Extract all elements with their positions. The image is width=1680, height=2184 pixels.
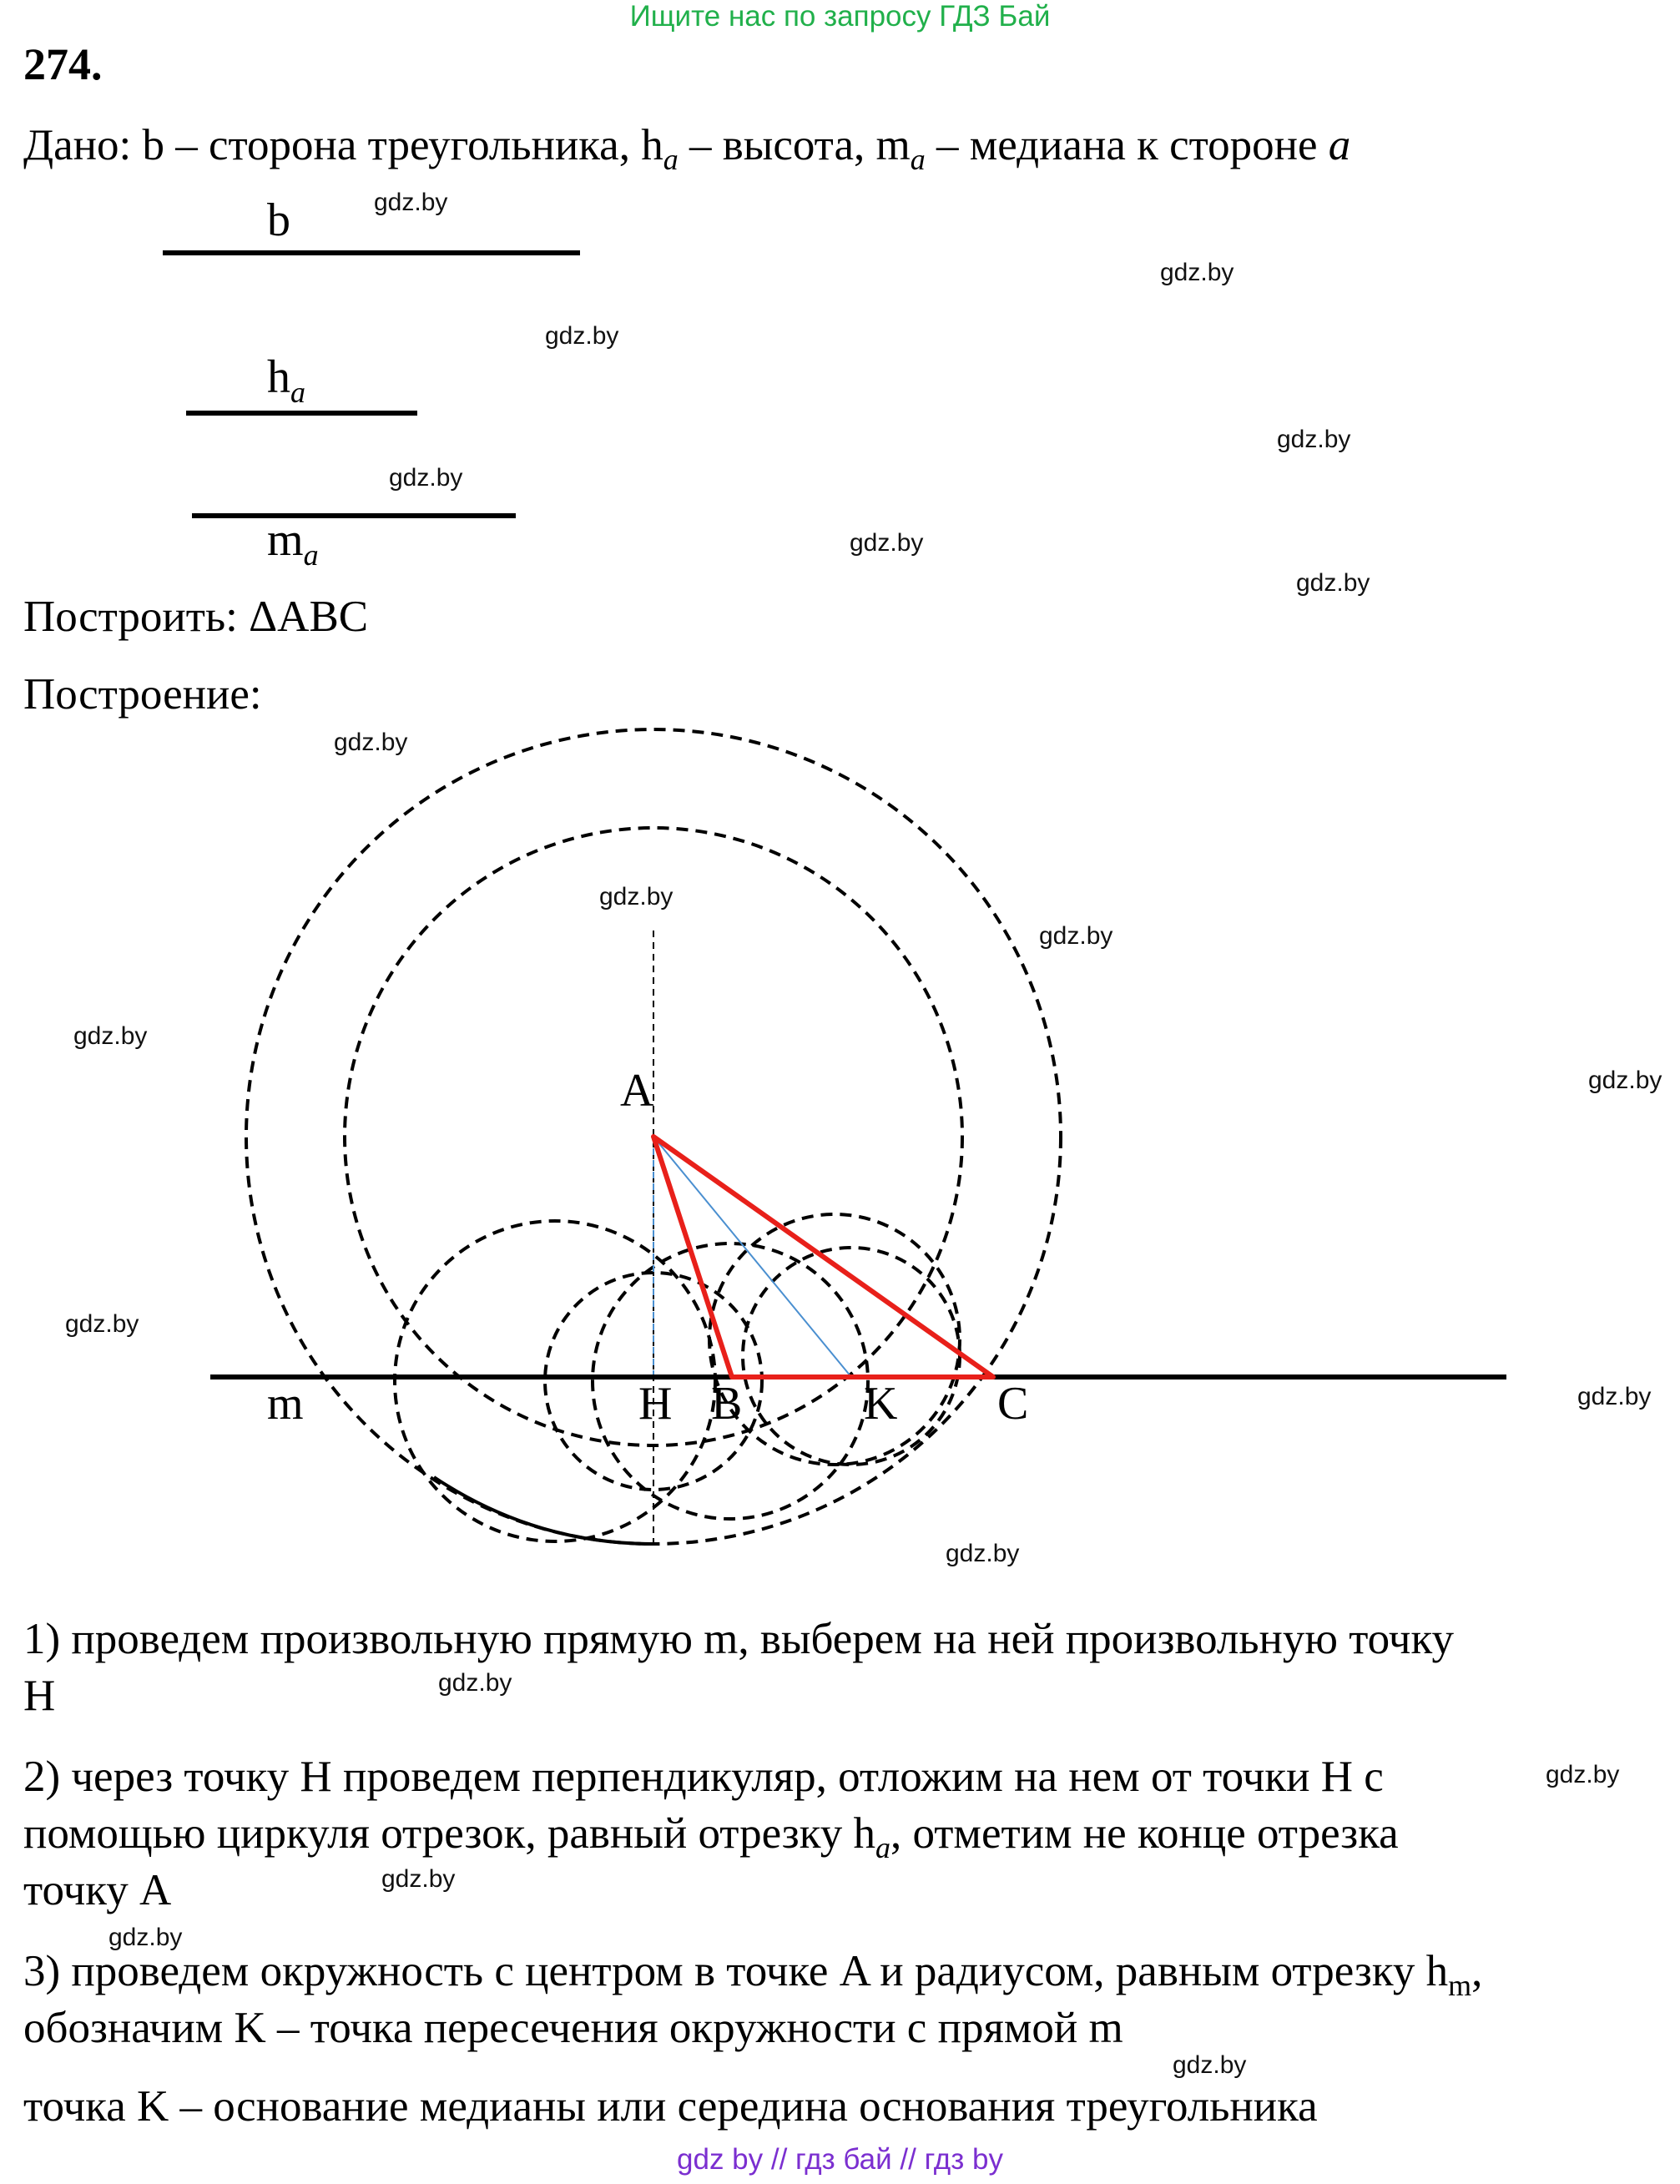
given-italic-a: a [1328,121,1351,169]
step-2-text-a: помощью циркуля отрезок, равный отрезку h [23,1809,875,1858]
watermark: gdz.by [545,322,619,350]
top-banner: Ищите нас по запросу ГДЗ Бай [629,0,1051,33]
watermark: gdz.by [381,1865,456,1893]
label-A: A [620,1065,654,1117]
watermark: gdz.by [946,1540,1020,1567]
watermark: gdz.by [65,1310,139,1338]
watermark: gdz.by [1546,1761,1620,1788]
watermark: gdz.by [374,189,448,216]
watermark: gdz.by [1277,426,1351,453]
step-2-line-3: точку A [23,1866,172,1914]
given-label: Дано: [23,121,132,169]
watermark: gdz.by [1588,1067,1662,1094]
label-K: K [864,1378,898,1430]
watermark: gdz.by [599,883,674,910]
label-H: H [638,1378,673,1430]
segment-b-label: b [267,194,290,246]
segment-ma-sub: a [303,538,319,572]
arc-circle-right [743,1248,960,1465]
construction-heading: Построение: [23,670,262,719]
given-sub-1: a [663,143,679,176]
given-sub-2: a [910,143,926,176]
step-1-line-1: 1) проведем произвольную прямую m, выберем на ней произвольную точку [23,1615,1454,1663]
watermark: gdz.by [1039,922,1113,950]
step-3-line-2: обозначим K – точка пересечения окружности с прямой m [23,2004,1123,2052]
problem-number: 274. [23,39,103,89]
watermark: gdz.by [389,464,463,492]
step-2-sub: a [875,1831,890,1864]
watermark: gdz.by [1577,1383,1652,1410]
step-3-text-b: , [1471,1947,1483,1995]
step-2-line-1: 2) через точку H проведем перпендикуляр, отложим на нем от точки H с [23,1753,1384,1801]
label-C: C [997,1378,1029,1430]
construct-task: Построить: ΔABC [23,593,369,641]
watermark: gdz.by [73,1022,148,1050]
step-3-sub: m [1448,1969,1472,2002]
triangle-ABC [653,1137,993,1377]
step-2-text-b: , отметим не конце отрезка [890,1809,1399,1858]
segment-ha-sub: a [290,376,305,409]
given-text-2: – высота, m [678,121,911,169]
label-B: B [711,1378,743,1430]
step-4-line-1: точка K – основание медианы или середина основания треугольника [23,2082,1318,2131]
lower-arc [434,1477,653,1544]
watermark: gdz.by [1160,259,1234,286]
step-2-line-2 [23,1805,1399,1876]
step-1-line-2: H [23,1672,56,1720]
footer-links: gdz by // гдз бай // гдз by [677,2143,1003,2176]
step-3-text-a: 3) проведем окружность с центром в точке A и радиусом, равным отрезку h [23,1947,1449,1995]
watermark: gdz.by [334,729,408,756]
watermark: gdz.by [1296,569,1370,597]
watermark: gdz.by [850,529,924,557]
watermark: gdz.by [1173,2051,1247,2079]
given-text-1: b – сторона треугольника, h [142,121,663,169]
segment-ha-letter: h [267,351,290,403]
arc-circle-k [709,1214,960,1465]
watermark: gdz.by [438,1669,512,1697]
label-m: m [267,1378,304,1430]
watermark: gdz.by [108,1924,183,1951]
segment-ma-letter: m [267,514,304,566]
given-text-3: – медиана к стороне [925,121,1329,169]
